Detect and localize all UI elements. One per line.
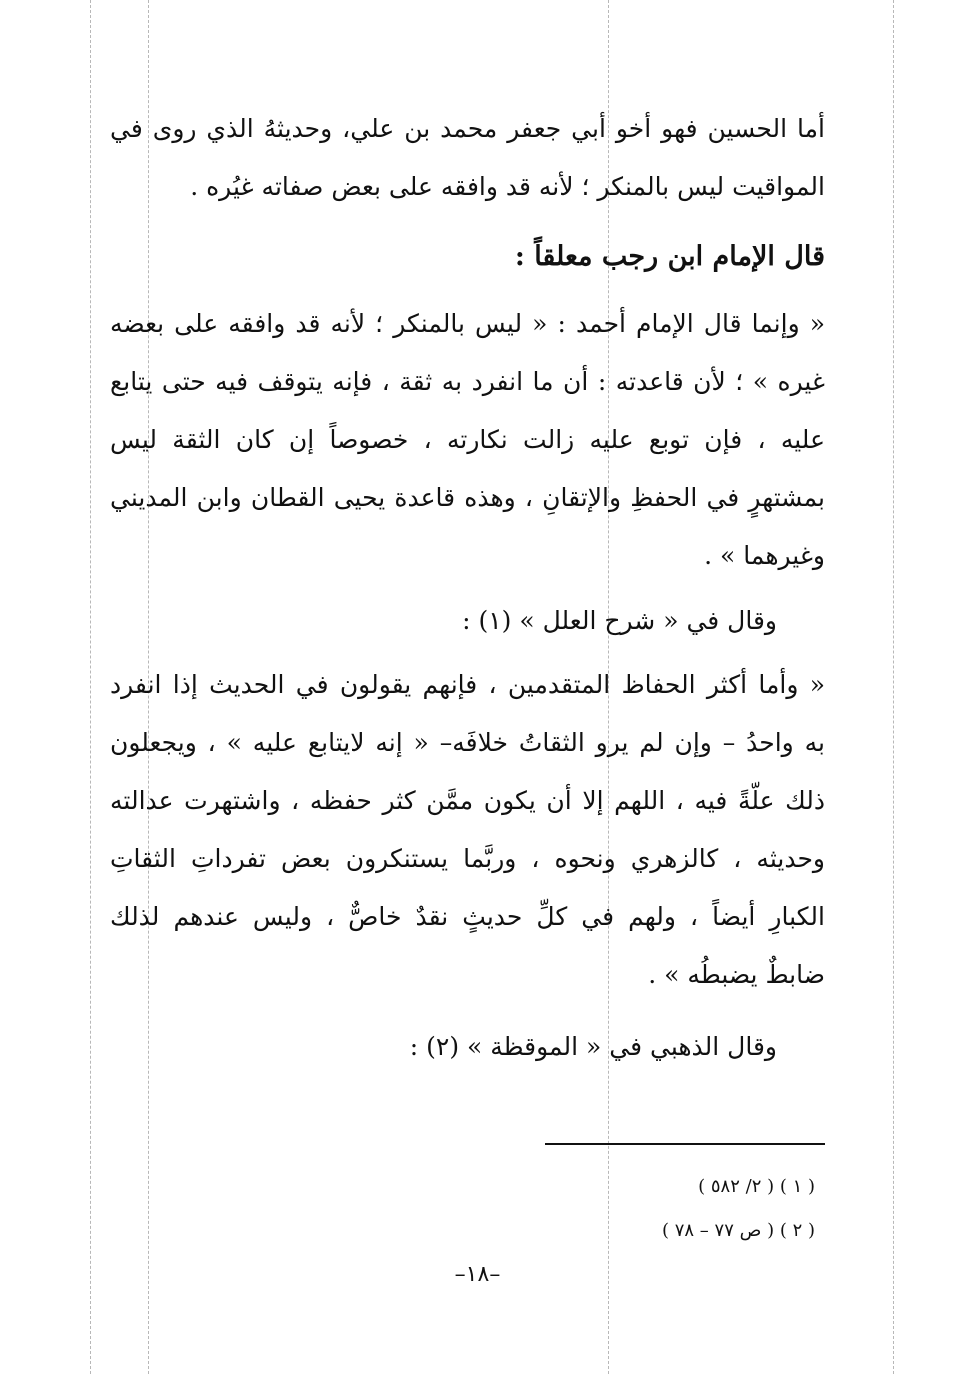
text-line: غيره » ؛ لأن قاعدته : أن ما انفرد به ثقة ، فإنه يتوقف فيه حتى يتابع [110, 367, 825, 396]
footnote-2: ( ٢ ) ( ص ٧٧ – ٧٨ ) [661, 1220, 815, 1241]
text-line: الكبارِ أيضاً ، ولهم في كلِّ حديثٍ نقدٌ خاصٌّ ، وليس عندهم لذلك [110, 902, 825, 931]
text-line: بمشتهرٍ في الحفظِ والإتقانِ ، وهذه قاعدة يحيى القطان وابن المديني [110, 483, 825, 512]
quote-2 [110, 656, 825, 1004]
quote-1 [110, 295, 825, 585]
text-line: « وأما أكثر الحفاظ المتقدمين ، فإنهم يقولون في الحديث إذا انفرد [110, 670, 825, 699]
heading-ibn-rajab [110, 228, 825, 286]
footnote-divider [545, 1143, 825, 1145]
text-line: ذلك علّةً فيه ، اللهم إلا أن يكون ممَّن كثر حفظه ، واشتهرت عدالته [110, 786, 825, 815]
text-line: وغيرهما » . [704, 541, 825, 570]
guide-line-right [893, 0, 894, 1374]
heading-text: قال الإمام ابن رجب معلقاً : [514, 241, 825, 272]
text-line: ضابطٌ يضبطُه » . [648, 960, 825, 989]
text-line: عليه ، فإن توبع عليه زالت نكارته ، خصوصاً إن كان الثقة ليس [110, 425, 825, 454]
footnote-1: ( ١ ) ( ٢/ ٥٨٢ ) [698, 1176, 815, 1197]
footnotes [545, 1165, 815, 1253]
text-line: وحديثه ، كالزهري ونحوه ، وربَّما يستنكرون بعض تفرداتِ الثقاتِ [110, 844, 825, 873]
text-line: أما الحسين فهو أخو أبي جعفر محمد بن علي، وحديثهُ الذي روى في [110, 114, 825, 143]
text-line: وقال الذهبي في « الموقظة » (٢) : [409, 1032, 777, 1061]
text-line: « وإنما قال الإمام أحمد : « ليس بالمنكر ؛ لأنه قد وافقه على بعضه [110, 309, 825, 338]
page-number: –١٨– [454, 1262, 501, 1287]
text-line: المواقيت ليس بالمنكر ؛ لأنه قد وافقه على بعض صفاته غيُره . [190, 172, 825, 201]
guide-line-left [90, 0, 91, 1374]
text-line: به واحدُ – وإن لم يرو الثقاتُ خلافَه– « إنه لايتابع عليه » ، ويجعلون [110, 728, 825, 757]
text-line: وقال في « شرح العلل » (١) : [462, 606, 777, 635]
intro-sharh-al-ilal [110, 592, 825, 650]
paragraph-1 [110, 100, 825, 216]
intro-al-muqiza [110, 1018, 825, 1076]
